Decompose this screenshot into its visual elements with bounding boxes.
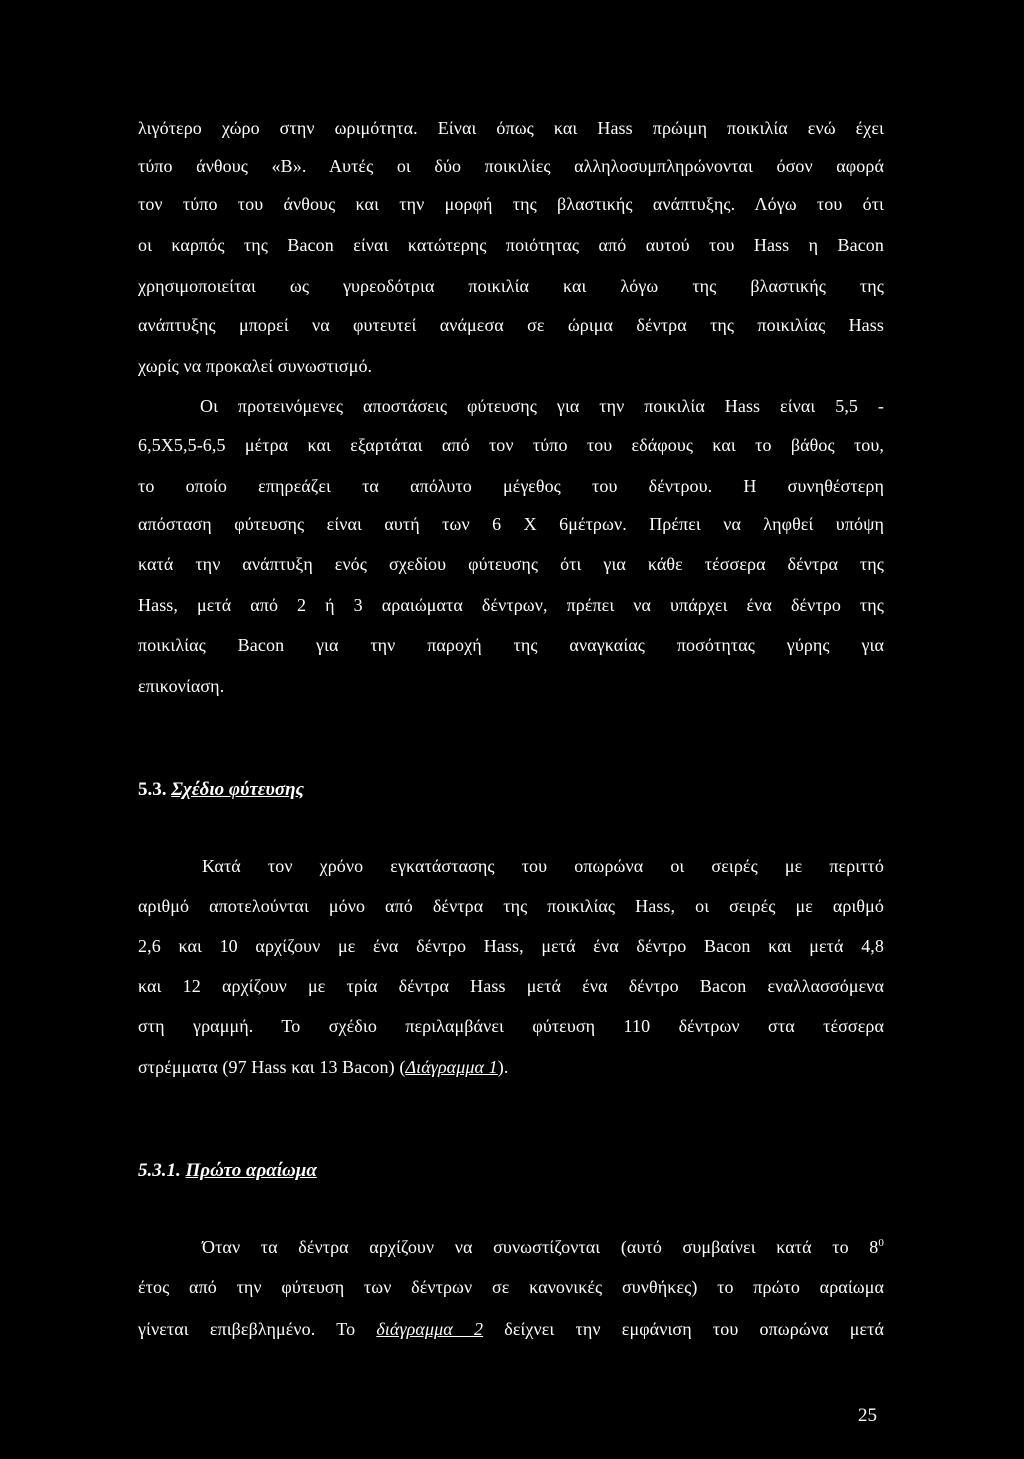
paragraph-text: γίνεται επιβεβλημένο. Το [138,1319,377,1339]
paragraph-line: το οποίο επηρεάζει τα απόλυτο μέγεθος του δέντρου. Η συνηθέστερη [138,476,884,496]
paragraph-line [138,1318,884,1340]
paragraph-line: τύπο άνθους «Β». Αυτές οι δύο ποικιλίες αλληλοσυμπληρώνονται όσον αφορά [138,156,884,176]
paragraph-text: στρέμματα (97 Hass και 13 Bacon) ( [138,1057,406,1077]
paragraph-line: απόσταση φύτευσης είναι αυτή των 6 Χ 6μέτρων. Πρέπει να ληφθεί υπόψη [138,514,884,534]
paragraph-line: στη γραμμή. Το σχέδιο περιλαμβάνει φύτευση 110 δέντρων στα τέσσερα [138,1016,884,1036]
paragraph-line: επικονίαση. [138,676,225,696]
paragraph-line: λιγότερο χώρο στην ωριμότητα. Είναι όπως και Hass πρώιμη ποικιλία ενώ έχει [138,118,884,138]
section-number: 5.3.1. [138,1160,181,1181]
paragraph-line: οι καρπός της Bacon είναι κατώτερης ποιότητας από αυτού του Hass η Bacon [138,235,884,255]
section-number: 5.3. [138,779,167,800]
diagram-reference: Διάγραμμα 1 [405,1057,498,1077]
paragraph-line [138,1056,884,1078]
paragraph-line [202,1236,884,1258]
paragraph-text: Όταν τα δέντρα αρχίζουν να συνωστίζονται (αυτό συμβαίνει κατά το 8 [202,1237,879,1257]
paragraph-line: και 12 αρχίζουν με τρία δέντρα Hass μετά ένα δέντρο Bacon εναλλασσόμενα [138,976,884,996]
paragraph-line: ανάπτυξης μπορεί να φυτευτεί ανάμεσα σε ώριμα δέντρα της ποικιλίας Hass [138,315,884,335]
section-heading [138,779,304,801]
page-number: 25 [858,1405,877,1426]
diagram-reference: διάγραμμα 2 [376,1319,484,1339]
paragraph-line: Hass, μετά από 2 ή 3 αραιώματα δέντρων, πρέπει να υπάρχει ένα δέντρο της [138,595,884,615]
paragraph-line: 6,5Χ5,5-6,5 μέτρα και εξαρτάται από τον τύπο του εδάφους και το βάθος του, [138,435,884,455]
paragraph-line: χωρίς να προκαλεί συνωστισμό. [138,356,373,376]
paragraph-line: τον τύπο του άνθους και την μορφή της βλαστικής ανάπτυξης. Λόγω του ότι [138,194,884,214]
paragraph-line: αριθμό αποτελούνται μόνο από δέντρα της ποικιλίας Hass, οι σειρές με αριθμό [138,896,884,916]
section-title: Πρώτο αραίωμα [185,1160,317,1181]
subsection-heading [138,1160,317,1182]
superscript: 0 [878,1237,884,1249]
paragraph-line: κατά την ανάπτυξη ενός σχεδίου φύτευσης ότι για κάθε τέσσερα δέντρα της [138,554,884,574]
section-title: Σχέδιο φύτευσης [171,779,304,800]
paragraph-line: Κατά τον χρόνο εγκατάστασης του οπωρώνα οι σειρές με περιττό [202,856,884,876]
paragraph-line: 2,6 και 10 αρχίζουν με ένα δέντρο Hass, μετά ένα δέντρο Bacon και μετά 4,8 [138,936,884,956]
paragraph-line: Οι προτεινόμενες αποστάσεις φύτευσης για την ποικιλία Hass είναι 5,5 - [200,396,884,416]
paragraph-text: ). [497,1057,509,1077]
paragraph-line: ποικιλίας Bacon για την παροχή της αναγκαίας ποσότητας γύρης για [138,635,884,655]
paragraph-line: χρησιμοποιείται ως γυρεοδότρια ποικιλία και λόγω της βλαστικής της [138,276,884,296]
paragraph-text: δείχνει την εμφάνιση του οπωρώνα μετά [483,1319,884,1339]
paragraph-line: έτος από την φύτευση των δέντρων σε κανονικές συνθήκες) το πρώτο αραίωμα [138,1277,884,1297]
